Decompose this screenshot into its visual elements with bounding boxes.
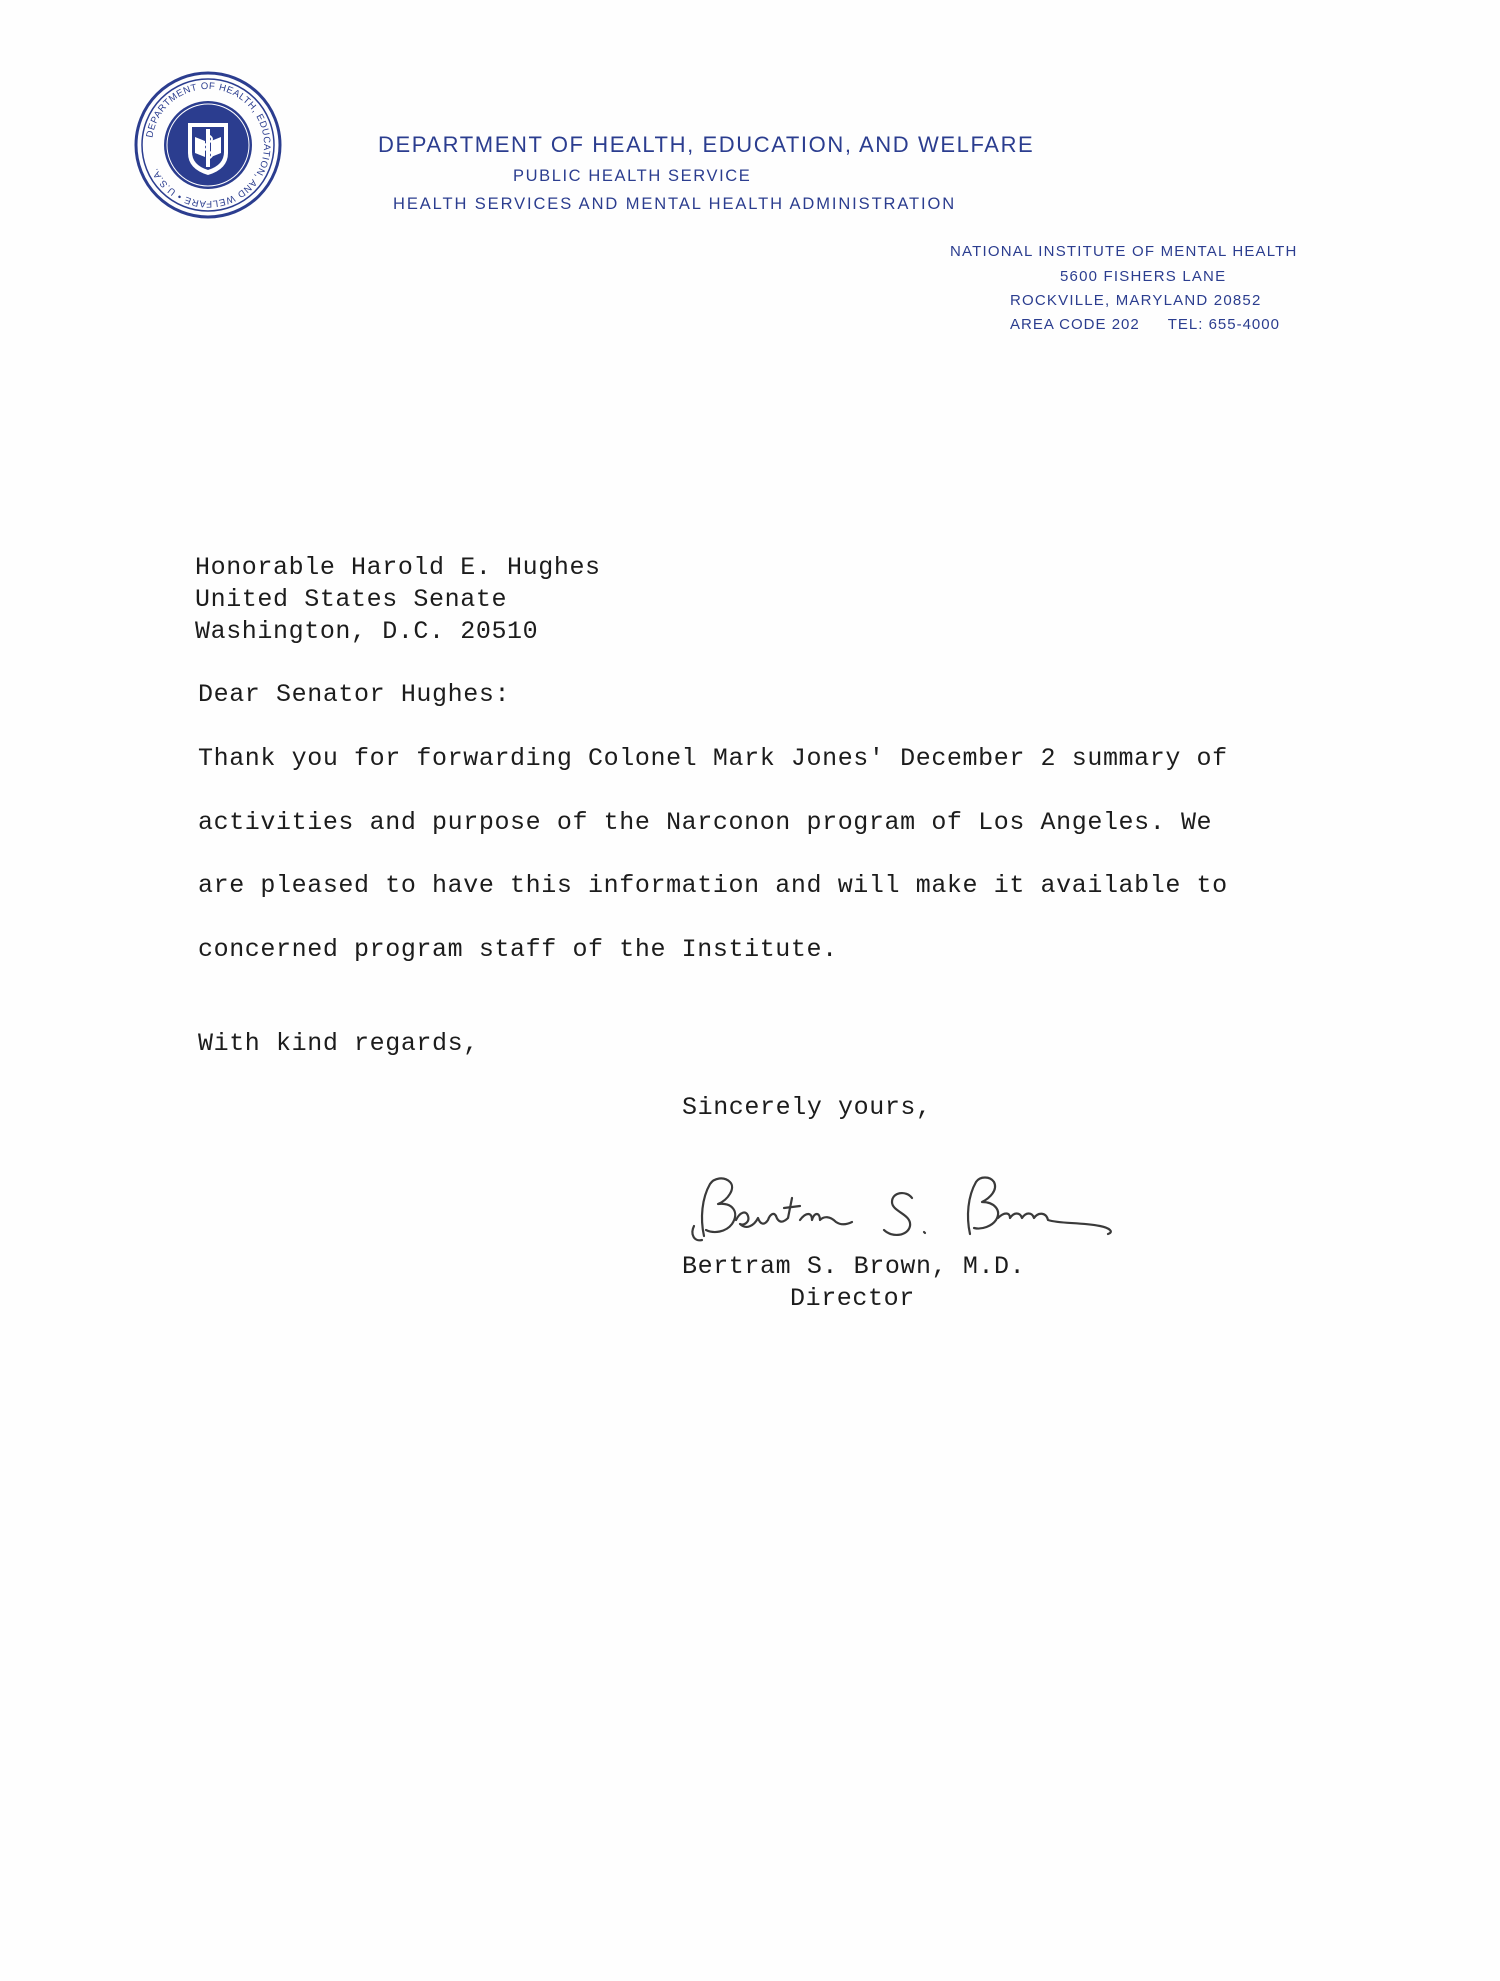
- sender-city: ROCKVILLE, MARYLAND 20852: [1010, 292, 1262, 309]
- body-line: Thank you for forwarding Colonel Mark Jones' December 2 summary of: [198, 744, 1228, 773]
- sender-institute: NATIONAL INSTITUTE OF MENTAL HEALTH: [950, 243, 1298, 260]
- recipient-line-3: Washington, D.C. 20510: [195, 617, 539, 646]
- sender-area-code: AREA CODE 202: [1010, 316, 1140, 333]
- closing-regards: With kind regards,: [198, 1029, 479, 1058]
- body-line: concerned program staff of the Institute.: [198, 935, 838, 964]
- sender-telephone: TEL: 655-4000: [1167, 316, 1280, 333]
- svg-text:DEPARTMENT OF HEALTH, EDUCATIO: DEPARTMENT OF HEALTH, EDUCATION, AND WELFARE • U.S.A.: [144, 80, 273, 210]
- department-seal-icon: [134, 71, 282, 219]
- letterhead-service: PUBLIC HEALTH SERVICE: [513, 167, 752, 185]
- body-line: are pleased to have this information and will make it available to: [198, 871, 1228, 900]
- body-line: activities and purpose of the Narconon program of Los Angeles. We: [198, 808, 1213, 837]
- sender-street: 5600 FISHERS LANE: [1060, 268, 1227, 285]
- closing-sincerely: Sincerely yours,: [682, 1093, 932, 1122]
- signatory-name: Bertram S. Brown, M.D.: [682, 1252, 1026, 1281]
- recipient-line-1: Honorable Harold E. Hughes: [195, 553, 601, 582]
- recipient-line-2: United States Senate: [195, 585, 508, 614]
- signatory-title: Director: [790, 1284, 915, 1313]
- letterhead-administration: HEALTH SERVICES AND MENTAL HEALTH ADMINISTRATION: [393, 195, 957, 213]
- handwritten-signature: [680, 1168, 1160, 1258]
- sender-phone: [1010, 316, 1280, 333]
- letterhead-department: DEPARTMENT OF HEALTH, EDUCATION, AND WELFARE: [378, 132, 1035, 157]
- salutation: Dear Senator Hughes:: [198, 680, 511, 709]
